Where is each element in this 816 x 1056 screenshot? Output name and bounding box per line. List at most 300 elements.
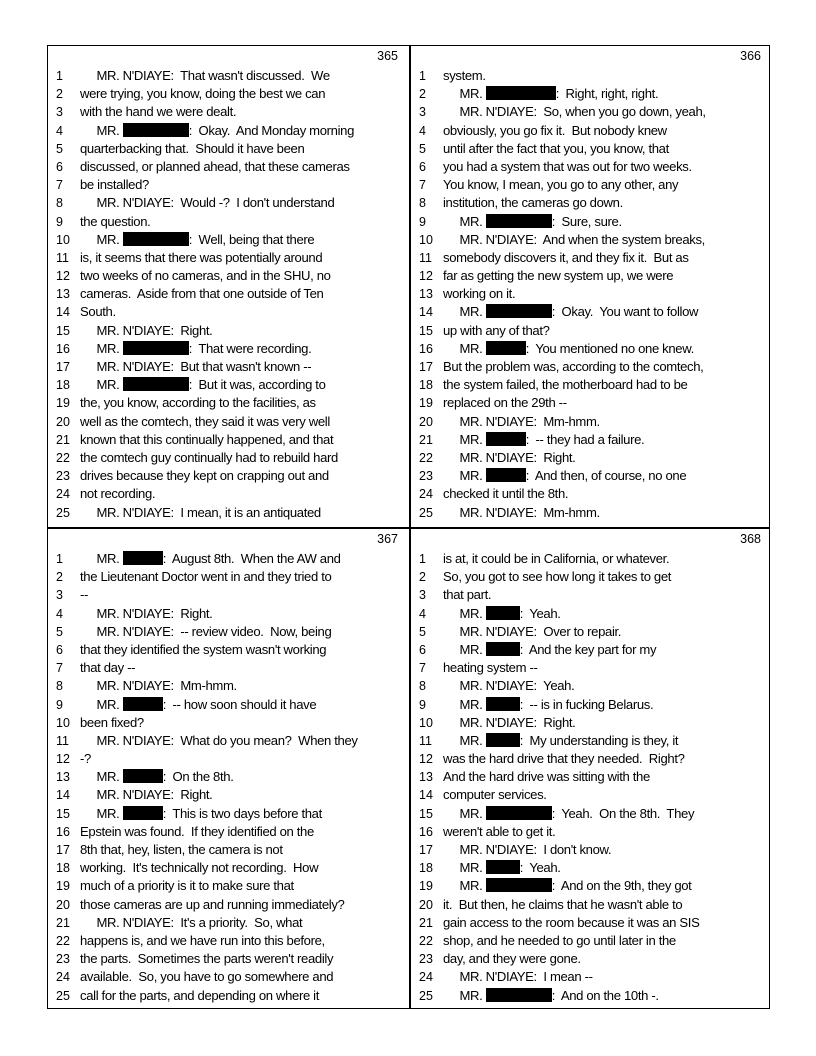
transcript-line xyxy=(48,504,404,522)
line-number: 24 xyxy=(419,970,433,985)
line-text xyxy=(80,877,400,895)
text-segment: MR. xyxy=(443,431,486,447)
line-text xyxy=(443,67,763,85)
text-segment: day, and they were gone. xyxy=(443,951,581,967)
line-number: 2 xyxy=(419,570,426,585)
transcript-line xyxy=(48,103,404,121)
text-segment: But the problem was, according to the comtech, xyxy=(443,359,704,374)
line-text xyxy=(80,550,400,568)
text-segment: working. It's technically not recording. How xyxy=(80,860,319,876)
transcript-line xyxy=(411,750,767,768)
text-segment: far as getting the new system up, we were xyxy=(443,268,674,284)
text-segment: discussed, or planned ahead, that these cameras xyxy=(80,158,350,174)
line-number: 7 xyxy=(56,661,63,676)
transcript-lines xyxy=(48,67,404,522)
redaction-box xyxy=(123,551,163,565)
text-segment: MR. N'DIAYE: Mm-hmm. xyxy=(80,678,237,694)
line-number: 8 xyxy=(56,196,63,211)
redaction-box xyxy=(486,214,552,228)
line-text xyxy=(443,968,763,986)
line-number: 21 xyxy=(56,432,70,447)
line-text xyxy=(443,605,763,623)
line-number: 11 xyxy=(56,733,69,748)
text-segment: MR. xyxy=(80,696,123,712)
text-segment: MR. xyxy=(443,86,486,102)
line-text xyxy=(443,696,763,714)
line-text xyxy=(80,896,400,914)
line-text xyxy=(443,485,763,503)
text-segment: were trying, you know, doing the best we can xyxy=(80,86,326,102)
line-text xyxy=(80,659,400,677)
transcript-line xyxy=(48,213,404,231)
text-segment: Epstein was found. If they identified on the xyxy=(80,823,314,839)
text-segment: MR. xyxy=(443,860,486,876)
line-text xyxy=(80,394,400,412)
text-segment: : Okay. You want to follow xyxy=(551,304,699,320)
transcript-line xyxy=(411,85,767,103)
text-segment: heating system -- xyxy=(443,660,538,676)
line-number: 9 xyxy=(419,214,426,229)
line-number: 19 xyxy=(56,396,70,411)
transcript-line xyxy=(48,431,404,449)
line-number: 23 xyxy=(419,952,433,967)
transcript-line xyxy=(411,841,767,859)
line-number: 5 xyxy=(419,624,426,639)
redaction-box xyxy=(486,988,552,1002)
text-segment: : Right, right, right. xyxy=(555,86,659,102)
transcript-line xyxy=(48,467,404,485)
transcript-line xyxy=(48,285,404,303)
transcript-line xyxy=(411,677,767,695)
redaction-box xyxy=(123,232,189,246)
line-number: 3 xyxy=(56,105,63,120)
transcript-lines xyxy=(48,550,404,1005)
text-segment: until after the fact that you, you know, that xyxy=(443,140,669,156)
text-segment: : This is two days before that xyxy=(162,805,322,821)
line-number: 16 xyxy=(419,824,433,839)
line-number: 17 xyxy=(419,360,433,374)
line-number: 17 xyxy=(56,843,70,857)
text-segment: MR. xyxy=(443,805,486,821)
line-number: 15 xyxy=(419,806,433,821)
text-segment: MR. N'DIAYE: Yeah. xyxy=(443,678,575,694)
text-segment: MR. xyxy=(443,878,486,894)
transcript-line xyxy=(48,267,404,285)
line-number: 19 xyxy=(419,396,433,411)
line-text xyxy=(443,467,763,485)
transcript-line xyxy=(48,231,404,249)
text-segment: up with any of that? xyxy=(443,322,550,338)
text-segment: MR. N'DIAYE: Right. xyxy=(80,787,213,803)
text-segment: : Yeah. On the 8th. They xyxy=(551,805,695,821)
line-number: 13 xyxy=(419,770,433,785)
line-text xyxy=(443,823,763,841)
redaction-box xyxy=(486,733,520,747)
transcript-line xyxy=(48,568,404,586)
text-segment: MR. N'DIAYE: I don't know. xyxy=(443,842,612,857)
line-text xyxy=(443,394,763,412)
text-segment: MR. N'DIAYE: Mm-hmm. xyxy=(443,504,600,520)
text-segment: : Well, being that there xyxy=(188,231,315,247)
transcript-line xyxy=(411,322,767,340)
text-segment: available. So, you have to go somewhere and xyxy=(80,969,334,985)
line-text xyxy=(443,267,763,285)
text-segment: -- xyxy=(80,587,89,603)
line-number: 16 xyxy=(419,341,433,356)
line-text xyxy=(80,413,400,431)
text-segment: be installed? xyxy=(80,177,149,193)
text-segment: institution, the cameras go down. xyxy=(443,195,623,211)
transcript-line xyxy=(48,249,404,267)
line-number: 23 xyxy=(56,469,70,484)
line-number: 17 xyxy=(56,360,70,374)
line-number: 15 xyxy=(419,323,433,338)
page-number: 367 xyxy=(377,532,398,546)
transcript-line xyxy=(48,987,404,1005)
line-text xyxy=(443,786,763,804)
transcript-line xyxy=(48,394,404,412)
text-segment: MR. xyxy=(443,641,486,657)
text-segment: system. xyxy=(443,68,486,83)
line-text xyxy=(80,968,400,986)
line-number: 25 xyxy=(56,505,70,520)
text-segment: MR. xyxy=(443,696,486,712)
text-segment: MR. N'DIAYE: But that wasn't known -- xyxy=(80,359,312,374)
line-text xyxy=(80,677,400,695)
redaction-box xyxy=(486,642,520,656)
line-text xyxy=(80,605,400,623)
transcript-line xyxy=(411,103,767,121)
text-segment: MR. N'DIAYE: Right. xyxy=(443,449,576,465)
transcript-line xyxy=(48,641,404,659)
line-number: 16 xyxy=(56,341,70,356)
text-segment: weren't able to get it. xyxy=(443,823,556,839)
line-text xyxy=(443,122,763,140)
text-segment: MR. xyxy=(443,605,486,621)
line-number: 3 xyxy=(419,105,426,120)
line-text xyxy=(443,504,763,522)
text-segment: : Yeah. xyxy=(519,605,561,621)
line-number: 15 xyxy=(56,323,70,338)
transcript-line xyxy=(411,213,767,231)
transcript-line xyxy=(411,623,767,641)
text-segment: that day -- xyxy=(80,660,136,676)
transcript-line xyxy=(411,285,767,303)
transcript-line xyxy=(411,696,767,714)
transcript-line xyxy=(411,413,767,431)
transcript-line xyxy=(411,968,767,986)
transcript-line xyxy=(411,877,767,895)
line-text xyxy=(443,859,763,877)
redaction-box xyxy=(123,697,163,711)
transcript-line xyxy=(48,340,404,358)
text-segment: somebody discovers it, and they fix it. But as xyxy=(443,249,689,265)
line-number: 4 xyxy=(56,606,63,621)
transcript-line xyxy=(48,85,404,103)
line-number: 7 xyxy=(56,178,63,193)
line-number: 6 xyxy=(56,642,63,657)
line-text xyxy=(443,322,763,340)
text-segment: : And the key part for my xyxy=(519,641,657,657)
text-segment: it. But then, he claims that he wasn't able to xyxy=(443,896,683,912)
page-number: 366 xyxy=(740,49,761,63)
line-number: 18 xyxy=(419,861,433,876)
line-text xyxy=(80,623,400,641)
transcript-line xyxy=(48,322,404,340)
line-number: 16 xyxy=(56,824,70,839)
page-number: 368 xyxy=(740,532,761,546)
line-text xyxy=(80,786,400,804)
line-text xyxy=(80,449,400,467)
line-text xyxy=(80,249,400,267)
transcript-line xyxy=(48,303,404,321)
line-text xyxy=(80,823,400,841)
transcript-line xyxy=(48,376,404,394)
line-text xyxy=(80,732,400,750)
text-segment: well as the comtech, they said it was very well xyxy=(80,413,330,429)
line-number: 5 xyxy=(56,624,63,639)
line-number: 20 xyxy=(56,897,70,912)
line-text xyxy=(80,568,400,586)
transcript-page xyxy=(411,529,767,1007)
text-segment: working on it. xyxy=(443,286,516,302)
line-text xyxy=(80,431,400,449)
line-text xyxy=(443,586,763,604)
transcript-line xyxy=(48,823,404,841)
transcript-line xyxy=(48,968,404,986)
transcript-line xyxy=(411,586,767,604)
line-number: 1 xyxy=(419,69,426,83)
transcript-line xyxy=(48,358,404,376)
redaction-box xyxy=(123,769,163,783)
transcript-lines xyxy=(411,67,767,522)
line-number: 10 xyxy=(419,232,433,247)
line-text xyxy=(80,176,400,194)
text-segment: -? xyxy=(80,751,91,767)
line-number: 20 xyxy=(419,897,433,912)
line-number: 25 xyxy=(419,988,433,1003)
redaction-box xyxy=(486,860,520,874)
line-number: 13 xyxy=(56,287,70,302)
line-text xyxy=(443,231,763,249)
text-segment: And the hard drive was sitting with the xyxy=(443,769,650,785)
text-segment: the, you know, according to the facilities, as xyxy=(80,395,316,411)
line-number: 9 xyxy=(56,697,63,712)
line-number: 2 xyxy=(419,87,426,102)
line-number: 23 xyxy=(419,469,433,484)
line-text xyxy=(80,231,400,249)
line-text xyxy=(80,194,400,212)
text-segment: checked it until the 8th. xyxy=(443,486,569,502)
text-segment: : That were recording. xyxy=(188,340,312,356)
transcript-line xyxy=(48,841,404,859)
line-number: 22 xyxy=(419,933,433,948)
transcript-page xyxy=(48,529,404,1007)
text-segment: MR. N'DIAYE: Over to repair. xyxy=(443,623,622,639)
line-number: 25 xyxy=(56,988,70,1003)
line-number: 5 xyxy=(419,141,426,156)
line-number: 3 xyxy=(419,588,426,603)
line-text xyxy=(443,805,763,823)
line-text xyxy=(80,750,400,768)
line-number: 11 xyxy=(419,250,432,265)
line-number: 12 xyxy=(419,269,433,284)
line-text xyxy=(80,103,400,121)
line-number: 13 xyxy=(419,287,433,302)
transcript-line xyxy=(48,449,404,467)
line-text xyxy=(80,340,400,358)
transcript-line xyxy=(48,485,404,503)
line-number: 24 xyxy=(56,487,70,502)
transcript-line xyxy=(411,394,767,412)
line-number: 14 xyxy=(56,305,70,320)
text-segment: : And on the 10th -. xyxy=(551,987,659,1003)
line-number: 4 xyxy=(419,123,426,138)
transcript-line xyxy=(411,158,767,176)
transcript-line xyxy=(48,122,404,140)
line-number: 6 xyxy=(419,642,426,657)
text-segment: those cameras are up and running immediately? xyxy=(80,896,345,912)
line-number: 21 xyxy=(419,915,433,930)
line-number: 19 xyxy=(419,879,433,894)
transcript-line xyxy=(411,768,767,786)
redaction-box xyxy=(486,697,520,711)
text-segment: MR. N'DIAYE: What do you mean? When they xyxy=(80,732,358,748)
transcript-line xyxy=(411,504,767,522)
transcript-line xyxy=(411,231,767,249)
line-number: 10 xyxy=(56,715,70,730)
transcript-line xyxy=(411,932,767,950)
transcript-line xyxy=(48,859,404,877)
text-segment: computer services. xyxy=(443,787,547,803)
line-number: 1 xyxy=(419,552,426,566)
line-text xyxy=(443,641,763,659)
line-number: 7 xyxy=(419,661,426,676)
transcript-sheet xyxy=(47,45,770,1009)
redaction-box xyxy=(486,606,520,620)
text-segment: You know, I mean, you go to any other, any xyxy=(443,177,679,193)
text-segment: : And then, of course, no one xyxy=(525,468,687,484)
redaction-box xyxy=(486,468,526,482)
transcript-line xyxy=(48,67,404,85)
line-text xyxy=(443,140,763,158)
line-number: 7 xyxy=(419,178,426,193)
line-text xyxy=(443,896,763,914)
transcript-line xyxy=(411,641,767,659)
line-text xyxy=(80,485,400,503)
redaction-box xyxy=(486,432,526,446)
text-segment: the Lieutenant Doctor went in and they tried to xyxy=(80,569,332,585)
line-number: 21 xyxy=(419,432,433,447)
transcript-line xyxy=(411,987,767,1005)
transcript-line xyxy=(411,823,767,841)
text-segment: MR. xyxy=(443,732,486,748)
line-number: 19 xyxy=(56,879,70,894)
line-text xyxy=(80,376,400,394)
transcript-line xyxy=(48,732,404,750)
line-number: 24 xyxy=(419,487,433,502)
text-segment: MR. N'DIAYE: -- review video. Now, being xyxy=(80,623,332,639)
text-segment: MR. N'DIAYE: Right. xyxy=(80,322,213,338)
text-segment: MR. xyxy=(443,340,486,356)
text-segment: 8th that, hey, listen, the camera is not xyxy=(80,842,283,857)
transcript-line xyxy=(48,158,404,176)
transcript-line xyxy=(411,358,767,376)
line-text xyxy=(443,768,763,786)
line-text xyxy=(80,285,400,303)
text-segment: not recording. xyxy=(80,486,156,502)
line-number: 6 xyxy=(419,159,426,174)
line-text xyxy=(80,213,400,231)
text-segment: MR. xyxy=(80,231,123,247)
line-number: 14 xyxy=(56,788,70,803)
line-text xyxy=(443,358,763,376)
line-text xyxy=(443,158,763,176)
line-text xyxy=(443,194,763,212)
transcript-line xyxy=(411,431,767,449)
line-text xyxy=(443,85,763,103)
transcript-line xyxy=(411,914,767,932)
transcript-line xyxy=(48,696,404,714)
text-segment: shop, and he needed to go until later in the xyxy=(443,932,676,948)
line-text xyxy=(443,750,763,768)
line-number: 10 xyxy=(56,232,70,247)
text-segment: is, it seems that there was potentially around xyxy=(80,249,323,265)
text-segment: : Yeah. xyxy=(519,860,561,876)
transcript-line xyxy=(48,950,404,968)
text-segment: the system failed, the motherboard had to be xyxy=(443,377,688,393)
text-segment: gain access to the room because it was an SIS xyxy=(443,914,700,930)
transcript-line xyxy=(411,140,767,158)
transcript-line xyxy=(411,485,767,503)
line-text xyxy=(80,85,400,103)
redaction-box xyxy=(486,341,526,355)
transcript-line xyxy=(411,449,767,467)
transcript-line xyxy=(48,194,404,212)
line-text xyxy=(80,504,400,522)
text-segment: : August 8th. When the AW and xyxy=(162,551,341,566)
transcript-line xyxy=(411,605,767,623)
text-segment: : -- how soon should it have xyxy=(162,696,317,712)
transcript-line xyxy=(48,877,404,895)
text-segment: South. xyxy=(80,304,116,320)
text-segment: cameras. Aside from that one outside of Ten xyxy=(80,286,324,302)
line-number: 1 xyxy=(56,552,63,566)
line-text xyxy=(443,285,763,303)
text-segment: : And on the 9th, they got xyxy=(551,878,692,894)
redaction-box xyxy=(486,806,552,820)
transcript-line xyxy=(48,896,404,914)
line-number: 17 xyxy=(419,843,433,857)
line-text xyxy=(443,841,763,859)
line-text xyxy=(443,550,763,568)
transcript-lines xyxy=(411,550,767,1005)
line-text xyxy=(443,950,763,968)
line-text xyxy=(443,176,763,194)
transcript-line xyxy=(411,896,767,914)
transcript-line xyxy=(411,176,767,194)
line-text xyxy=(443,623,763,641)
text-segment: obviously, you go fix it. But nobody knew xyxy=(443,122,667,138)
line-number: 9 xyxy=(56,214,63,229)
line-text xyxy=(443,376,763,394)
line-text xyxy=(80,67,400,85)
transcript-line xyxy=(48,768,404,786)
text-segment: MR. xyxy=(80,769,123,785)
line-number: 8 xyxy=(419,196,426,211)
line-text xyxy=(80,950,400,968)
line-number: 18 xyxy=(56,378,70,393)
